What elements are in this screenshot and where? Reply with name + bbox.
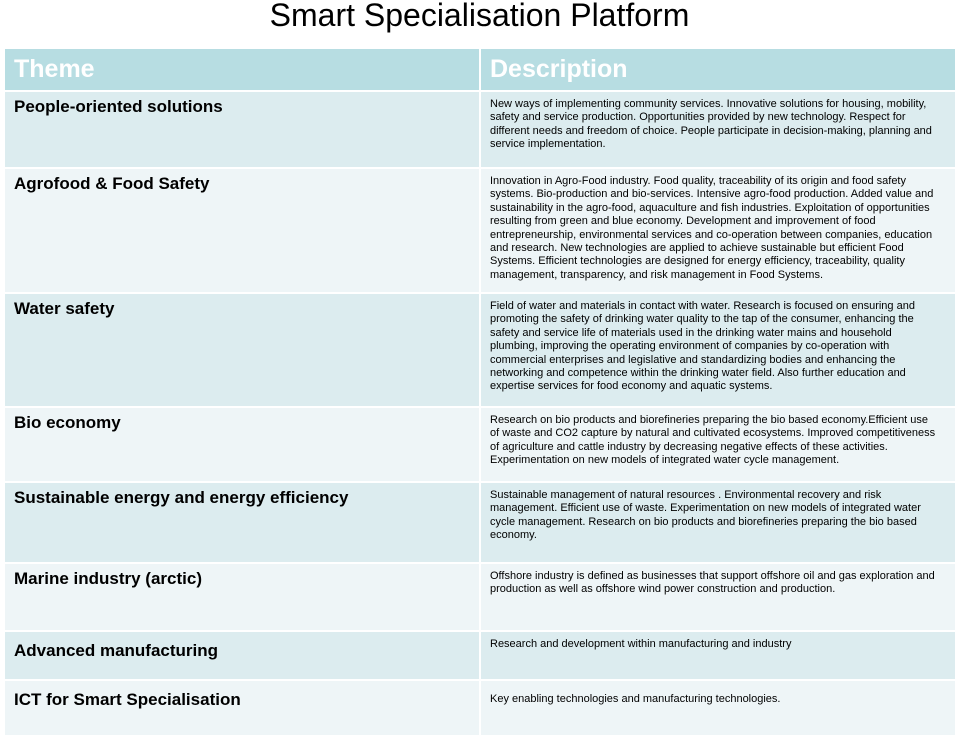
description-cell: Sustainable management of natural resources . Environmental recovery and risk management. Efficient use of waste. Experimentation on new models of integrated water cycle management. Research on bio products and biorefineries preparing the bio based economy.: [480, 482, 956, 563]
table-row: [4, 680, 956, 736]
theme-cell: People-oriented solutions: [4, 91, 480, 168]
description-cell: New ways of implementing community services. Innovative solutions for housing, mobility, safety and service production. Opportunities provided by new technology. Respect for different needs and freedom of choice. People participate in decision-making, planning and service implementation.: [480, 91, 956, 168]
table-row: [4, 631, 956, 680]
table-row: [4, 91, 956, 168]
description-column-header: Description: [480, 48, 956, 91]
specialisation-table: [4, 48, 956, 736]
table-row: [4, 168, 956, 293]
table-header-row: [4, 48, 956, 91]
theme-cell: Bio economy: [4, 407, 480, 482]
description-cell: Offshore industry is defined as businesses that support offshore oil and gas exploration and production as well as offshore wind power construction and production.: [480, 563, 956, 631]
theme-cell: ICT for Smart Specialisation: [4, 680, 480, 736]
theme-cell: Advanced manufacturing: [4, 631, 480, 680]
theme-cell: Agrofood & Food Safety: [4, 168, 480, 293]
table-row: [4, 407, 956, 482]
theme-cell: Water safety: [4, 293, 480, 407]
table-row: [4, 482, 956, 563]
table-row: [4, 293, 956, 407]
description-cell: Field of water and materials in contact with water. Research is focused on ensuring and promoting the safety of drinking water quality to the tap of the consumer, enhancing the safety and service life of materials used in the drinking water mains and household plumbing, improving the operating environment of companies by co-operation with commercial enterprises and legislative and standardizing bodies and enhancing the networking and competence within the drinking water field. Also further education and expertise services for food economy and aquatic systems.: [480, 293, 956, 407]
theme-cell: Sustainable energy and energy efficiency: [4, 482, 480, 563]
table-row: [4, 563, 956, 631]
description-cell: Innovation in Agro-Food industry. Food quality, traceability of its origin and food safety systems. Bio-production and bio-services. Intensive agro-food production. Added value and sustainability in the agro-food, aquaculture and fish industries. Exploitation of opportunities resulting from green and blue economy. Development and improvement of food entrepreneurship, environmental services and co-operation between companies, education and research. New technologies are applied to achieve sustainable but efficient Food Systems. Efficient technologies are designed for energy efficiency, traceability, quality management, transparency, and risk management in Food Systems.: [480, 168, 956, 293]
description-cell: Research on bio products and biorefineries preparing the bio based economy.Efficient use of waste and CO2 capture by natural and cultivated ecosystems. Improved competitiveness of agriculture and cattle industry by decreasing negative effects of these activities. Experimentation on new models of integrated water cycle management.: [480, 407, 956, 482]
description-cell: Key enabling technologies and manufacturing technologies.: [480, 680, 956, 736]
page-title: Smart Specialisation Platform: [269, 0, 690, 33]
description-cell: Research and development within manufacturing and industry: [480, 631, 956, 680]
theme-column-header: Theme: [4, 48, 480, 91]
theme-cell: Marine industry (arctic): [4, 563, 480, 631]
